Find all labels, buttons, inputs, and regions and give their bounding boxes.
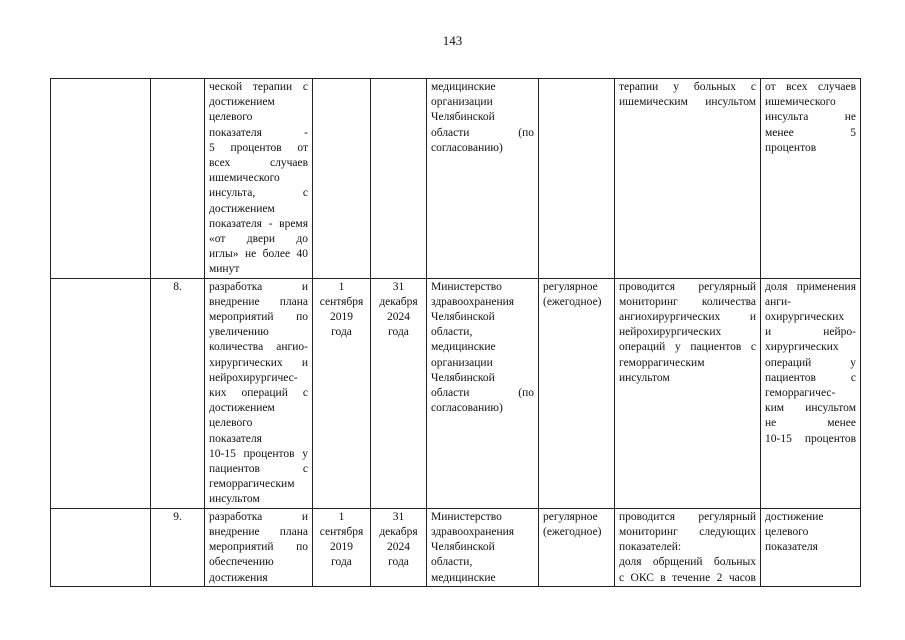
cell-text-line: области (по: [431, 126, 534, 139]
cell-text-line: проводится регулярный: [619, 510, 756, 523]
start-date-cell: [313, 508, 371, 586]
cell-text-line: нейрохирургических: [619, 326, 722, 339]
cell-text-line: всех случаев: [209, 157, 308, 170]
end-date-cell: [371, 508, 427, 586]
start-date-cell: [313, 278, 371, 508]
cell-text-line: области (по: [431, 387, 534, 400]
cell-text-line: инсульта, с: [209, 187, 308, 200]
cell-text-line: 31: [392, 510, 405, 523]
cell-text-line: инсульта не: [765, 111, 856, 124]
table-row: [51, 508, 861, 586]
row-number-cell: [151, 79, 205, 279]
cell-text-line: инсультом: [209, 493, 260, 506]
cell-text-line: ческой терапии с: [209, 81, 308, 93]
cell-text-line: Челябинской: [431, 311, 495, 324]
cell-text-line: с ОКС в течение 2 часов: [619, 571, 756, 584]
cell-text-line: показателя -: [209, 126, 308, 139]
cell-text-line: регулярное: [543, 280, 598, 293]
cell-text-line: здравоохранения: [431, 525, 515, 538]
cell-text-line: проводится регулярный: [619, 280, 756, 293]
cell-text-line: целевого: [209, 417, 253, 430]
cell-text-line: декабря: [379, 525, 418, 538]
cell-text-line: показателя: [765, 541, 818, 554]
characteristic-cell: [615, 508, 761, 586]
cell-text-line: ким инсультом: [765, 402, 856, 415]
executor-cell: [427, 79, 539, 279]
cell-text-line: количества ангио-: [209, 341, 308, 354]
cell-text-line: сентября: [319, 295, 364, 308]
cell-text-line: 2024: [387, 541, 410, 554]
cell-text-line: показателя - время: [209, 217, 308, 230]
cell-text-line: области,: [431, 326, 473, 339]
end-date-cell: [371, 278, 427, 508]
cell-text-line: Челябинской: [431, 111, 495, 124]
cell-text-line: охирургических: [765, 311, 845, 324]
cell-text-line: медицинские: [431, 81, 496, 93]
cell-text-line: «от двери до: [209, 233, 308, 246]
cell-text-line: операций у пациентов с: [619, 341, 756, 354]
cell-text-line: достижением: [209, 402, 275, 415]
measures-table: [50, 78, 861, 587]
executor-cell: [427, 278, 539, 508]
event-cell: [205, 508, 313, 586]
cell-text-line: сентября: [319, 525, 364, 538]
blank-cell: [51, 79, 151, 279]
cell-text-line: декабря: [379, 295, 418, 308]
cell-text-line: регулярное: [543, 510, 598, 523]
cell-text-line: 5 процентов от: [209, 141, 308, 154]
cell-text-line: ишемическим инсультом: [619, 96, 756, 109]
cell-text-line: внедрение плана: [209, 525, 308, 538]
cell-text-line: менее 5: [765, 126, 856, 139]
cell-text-line: геморрагическим: [619, 356, 705, 369]
periodicity-cell: [539, 278, 615, 508]
cell-text-line: и нейро-: [765, 326, 856, 339]
cell-text-line: здравоохранения: [431, 295, 515, 308]
cell-text-line: организации: [431, 96, 493, 109]
cell-text-line: геморрагическим: [209, 478, 295, 491]
cell-text-line: анги-: [765, 295, 791, 308]
cell-text: 8.: [173, 280, 182, 293]
cell-text-line: терапии у больных с: [619, 81, 756, 93]
cell-text-line: области,: [431, 556, 473, 569]
cell-text-line: от всех случаев: [765, 81, 856, 93]
cell-text-line: ишемического: [209, 172, 280, 185]
cell-text-line: целевого: [765, 525, 809, 538]
cell-text-line: 2019: [330, 311, 353, 324]
cell-text-line: Челябинской: [431, 371, 495, 384]
cell-text-line: года: [331, 556, 352, 569]
cell-text-line: 1: [338, 510, 345, 523]
start-date-cell: [313, 79, 371, 279]
event-cell: [205, 278, 313, 508]
cell-text-line: ангиохирургических и: [619, 311, 756, 324]
cell-text-line: года: [388, 556, 409, 569]
end-date-cell: [371, 79, 427, 279]
cell-text-line: 2019: [330, 541, 353, 554]
cell-text-line: достижение: [765, 510, 824, 523]
cell-text-line: хирургических и: [209, 356, 308, 369]
cell-text-line: увеличению: [209, 326, 269, 339]
cell-text-line: иглы» не более 40: [209, 248, 308, 261]
cell-text-line: нейрохирургичес-: [209, 371, 298, 384]
cell-text-line: медицинские: [431, 341, 496, 354]
cell-text-line: года: [331, 326, 352, 339]
cell-text-line: операций у: [765, 356, 856, 369]
characteristic-cell: [615, 79, 761, 279]
result-cell: [761, 79, 861, 279]
characteristic-cell: [615, 278, 761, 508]
cell-text-line: 10-15 процентов у: [209, 447, 308, 460]
event-cell: [205, 79, 313, 279]
cell-text-line: организации: [431, 356, 493, 369]
cell-text-line: геморрагичес-: [765, 387, 836, 400]
cell-text-line: ишемического: [765, 96, 836, 109]
periodicity-cell: [539, 79, 615, 279]
cell-text-line: мероприятий по: [209, 541, 308, 554]
blank-cell: [51, 278, 151, 508]
periodicity-cell: [539, 508, 615, 586]
cell-text-line: мониторинг следующих: [619, 525, 756, 538]
cell-text-line: достижением: [209, 96, 275, 109]
cell-text-line: доля применения: [765, 280, 856, 293]
cell-text-line: 1: [338, 280, 345, 293]
cell-text-line: обеспечению: [209, 556, 274, 569]
cell-text-line: внедрение плана: [209, 295, 308, 308]
cell-text-line: минут: [209, 263, 240, 276]
cell-text-line: инсультом: [619, 371, 670, 384]
cell-text-line: доля обрщений больных: [619, 556, 756, 569]
executor-cell: [427, 508, 539, 586]
table-row: [51, 278, 861, 508]
cell-text-line: медицинские: [431, 571, 496, 584]
cell-text-line: Министерство: [431, 510, 502, 523]
blank-cell: [51, 508, 151, 586]
cell-text-line: пациентов с: [209, 463, 308, 476]
result-cell: [761, 508, 861, 586]
cell-text-line: 10-15 процентов: [765, 432, 856, 445]
cell-text-line: согласованию): [431, 141, 503, 154]
cell-text-line: показателя: [209, 432, 262, 445]
row-number-cell: [151, 278, 205, 508]
cell-text-line: мероприятий по: [209, 311, 308, 324]
cell-text-line: 2024: [387, 311, 410, 324]
cell-text-line: 31: [392, 280, 405, 293]
cell-text-line: хирургических: [765, 341, 839, 354]
table-row: [51, 79, 861, 279]
cell-text-line: года: [388, 326, 409, 339]
cell-text-line: разработка и: [209, 280, 308, 293]
cell-text-line: ких операций с: [209, 387, 308, 400]
cell-text-line: разработка и: [209, 510, 308, 523]
result-cell: [761, 278, 861, 508]
cell-text-line: процентов: [765, 141, 817, 154]
cell-text-line: достижения: [209, 571, 268, 584]
cell-text-line: мониторинг количества: [619, 295, 756, 308]
cell-text-line: показателей:: [619, 541, 682, 554]
page-number: 143: [442, 33, 463, 48]
cell-text-line: (ежегодное): [543, 295, 602, 308]
row-number-cell: [151, 508, 205, 586]
cell-text-line: Челябинской: [431, 541, 495, 554]
cell-text-line: (ежегодное): [543, 525, 602, 538]
cell-text: 9.: [173, 510, 182, 523]
cell-text-line: целевого: [209, 111, 253, 124]
cell-text-line: Министерство: [431, 280, 502, 293]
cell-text-line: достижением: [209, 202, 275, 215]
cell-text-line: пациентов с: [765, 371, 856, 384]
cell-text-line: согласованию): [431, 402, 503, 415]
cell-text-line: не менее: [765, 417, 856, 430]
